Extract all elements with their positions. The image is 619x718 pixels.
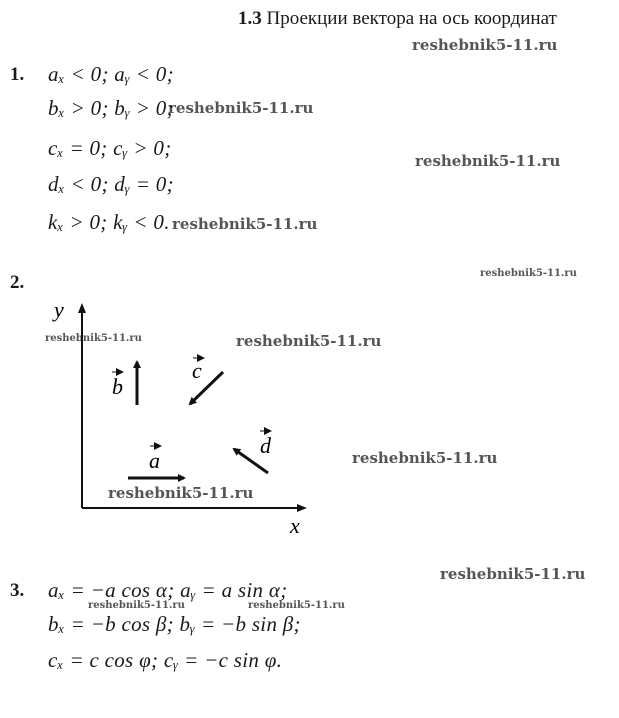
watermark: reshebnik5-11.ru xyxy=(415,152,561,170)
watermark: reshebnik5-11.ru xyxy=(45,333,142,344)
watermark: reshebnik5-11.ru xyxy=(88,600,185,611)
x-axis-label: x xyxy=(290,513,300,538)
vector-a-label xyxy=(149,446,160,473)
watermark: reshebnik5-11.ru xyxy=(352,449,498,467)
svg-text:a: a xyxy=(149,448,160,473)
watermark: reshebnik5-11.ru xyxy=(440,565,586,583)
problem-number: 3. xyxy=(10,580,25,601)
vector-b-label xyxy=(112,372,123,399)
equation-line: dₓ < 0; dᵧ = 0; xyxy=(48,172,174,196)
y-axis-label: y xyxy=(54,297,64,322)
watermark: reshebnik5-11.ru xyxy=(236,332,382,350)
problem-number: 2. xyxy=(10,272,25,293)
equation-line: aₓ < 0; aᵧ < 0; xyxy=(48,62,174,86)
watermark: reshebnik5-11.ru xyxy=(172,215,318,233)
equation-line: cₓ = 0; cᵧ > 0; xyxy=(48,136,172,160)
svg-text:d: d xyxy=(260,433,271,458)
svg-text:c: c xyxy=(192,358,202,383)
watermark: reshebnik5-11.ru xyxy=(480,268,577,279)
watermark: reshebnik5-11.ru xyxy=(248,600,345,611)
watermark: reshebnik5-11.ru xyxy=(168,99,314,117)
equation-line: bₓ > 0; bᵧ > 0; xyxy=(48,96,174,120)
problem-number: 1. xyxy=(10,64,25,85)
equation-line: bₓ = −b cos β; bᵧ = −b sin β; xyxy=(48,612,301,636)
watermark: reshebnik5-11.ru xyxy=(108,484,254,502)
section-number: 1.3 xyxy=(238,8,262,29)
watermark: reshebnik5-11.ru xyxy=(412,36,558,54)
svg-text:b: b xyxy=(112,374,123,399)
equation-line: aₓ = −a cos α; aᵧ = a sin α; xyxy=(48,578,288,602)
vector-d-label xyxy=(260,431,272,458)
section-title: Проекции вектора на ось координат xyxy=(266,8,557,29)
equation-line: kₓ > 0; kᵧ < 0. xyxy=(48,210,170,234)
equation-line: cₓ = c cos φ; cᵧ = −c sin φ. xyxy=(48,648,283,672)
vector-c-label xyxy=(192,358,203,383)
